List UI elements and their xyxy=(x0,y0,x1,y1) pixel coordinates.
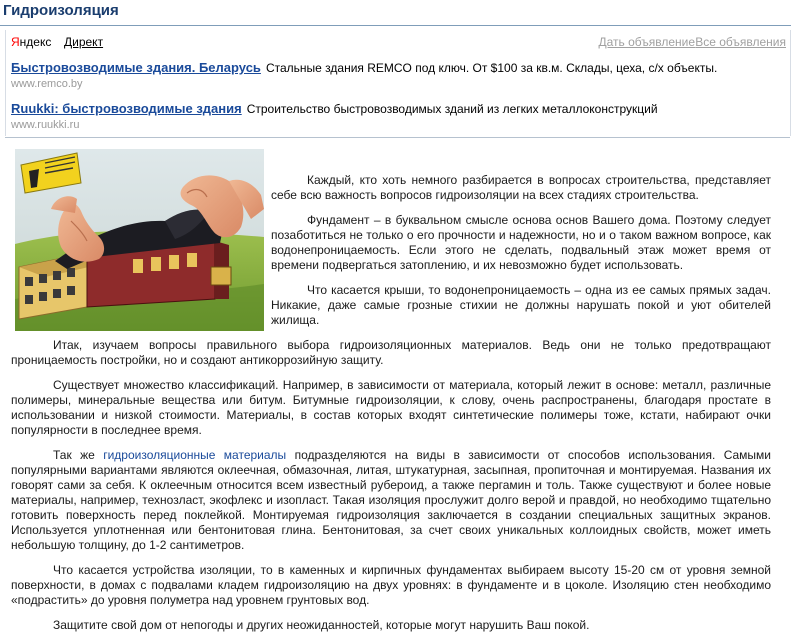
article-paragraph: Итак, изучаем вопросы правильного выбора гидроизоляционных материалов. Ведь они не только предотвращают проницаемость постройки, но и создают антикоррозийную защиту. xyxy=(11,338,771,367)
waterproofing-materials-link[interactable]: гидроизоляционные материалы xyxy=(103,448,287,462)
all-ads-link[interactable]: Все объявления xyxy=(695,35,786,49)
ad-description: Строительство быстровозводимых зданий из легких металлоконструкций xyxy=(246,102,658,116)
title-divider xyxy=(0,25,791,26)
ad-url: www.ruukki.ru xyxy=(11,119,80,131)
ad-url: www.remco.by xyxy=(11,78,83,90)
ads-bottom-divider xyxy=(5,137,790,138)
article-paragraph: Что касается устройства изоляции, то в каменных и кирпичных фундаментах выбираем высоту 15-20 см от уровня земной поверхности, в домах с подвалами кладем гидроизоляцию на двух уровнях: в фундаменте и в цоколе. Изоляцию стен необходимо «подрастить» до уровня полуметра над уровнем грунтовых вод. xyxy=(11,563,771,607)
paragraph-text: подразделяются на виды в зависимости от способов использования. Самыми популярными вариантами являются оклеечная, обмазочная, литая, штукатурная, засыпная, пропиточная и монтируемая. Названия их говорят сами за себя. К оклеечным относится всем известный рубероид, а также пергамин и толь. Также существуют и более новые материалы, например, технозласт, экофлекс и изопласт. Такая изоляция прослужит долго верой и правдой, но необходимо тщательно готовить поверхность перед поклейкой. Монтируемая гидроизоляция заключается в создании специальных защитных экранов. Используется уплотненная или бентонитовая глина. Бентонитовая, за счет своих уникальных коллоидных свойств, может иметь небольшую толщину, до 1-2 сантиметров. xyxy=(11,448,771,552)
ad-item xyxy=(11,101,658,131)
paragraph-text: Так же xyxy=(53,448,104,462)
ads-header xyxy=(11,35,786,51)
article-paragraph: Каждый, кто хоть немного разбирается в вопросах строительства, представляет себе всю важность вопросов гидроизоляции на всех стадиях строительства. xyxy=(271,173,771,202)
article-paragraph: Что касается крыши, то водонепроницаемость – одна из ее самых прямых задач. Никакие, даже самые грозные стихии не должны нарушать покой и уют обителей жилища. xyxy=(271,283,771,327)
ad-item xyxy=(11,60,717,90)
ad-title-link[interactable]: Быстровозводимые здания. Беларусь xyxy=(11,60,261,75)
ad-description: Стальные здания REMCO под ключ. От $100 за кв.м. Склады, цеха, с/х объекты. xyxy=(265,61,718,75)
article-paragraph xyxy=(11,448,771,553)
yandex-logo[interactable] xyxy=(11,35,51,49)
yandex-logo-first-letter: Я xyxy=(11,35,20,49)
article-body xyxy=(11,173,771,643)
page-title: Гидроизоляция xyxy=(3,2,119,19)
direct-link[interactable]: Директ xyxy=(64,35,104,49)
ad-title-link[interactable]: Ruukki: быстровозводимые здания xyxy=(11,101,242,116)
give-ad-link[interactable]: Дать объявление xyxy=(598,35,695,49)
article-paragraph: Фундамент – в буквальном смысле основа основ Вашего дома. Поэтому следует позаботиться не только о его прочности и надежности, но и о таком важном вопросе, как водонепроницаемость. Если этого не сделать, подвальный этаж может время от времени подвергаться затоплению, и их невозможно будет использовать. xyxy=(271,213,771,272)
yandex-logo-rest: ндекс xyxy=(19,35,52,49)
article-paragraph: Существует множество классификаций. Например, в зависимости от материала, который лежит в основе: металл, различные полимеры, минеральные вещества или битум. Битумные гидроизоляции, к слову, очень распространены, благодаря простате в использовании и низкой стоимости. Материалы, в состав которых входят синтетические полимеры тоже, кстати, набирают очки популярности в последнее время. xyxy=(11,378,771,437)
article-paragraph: Защитите свой дом от непогоды и других неожиданностей, которые могут нарушить Ваш покой. xyxy=(53,618,590,632)
ads-block xyxy=(5,30,791,136)
